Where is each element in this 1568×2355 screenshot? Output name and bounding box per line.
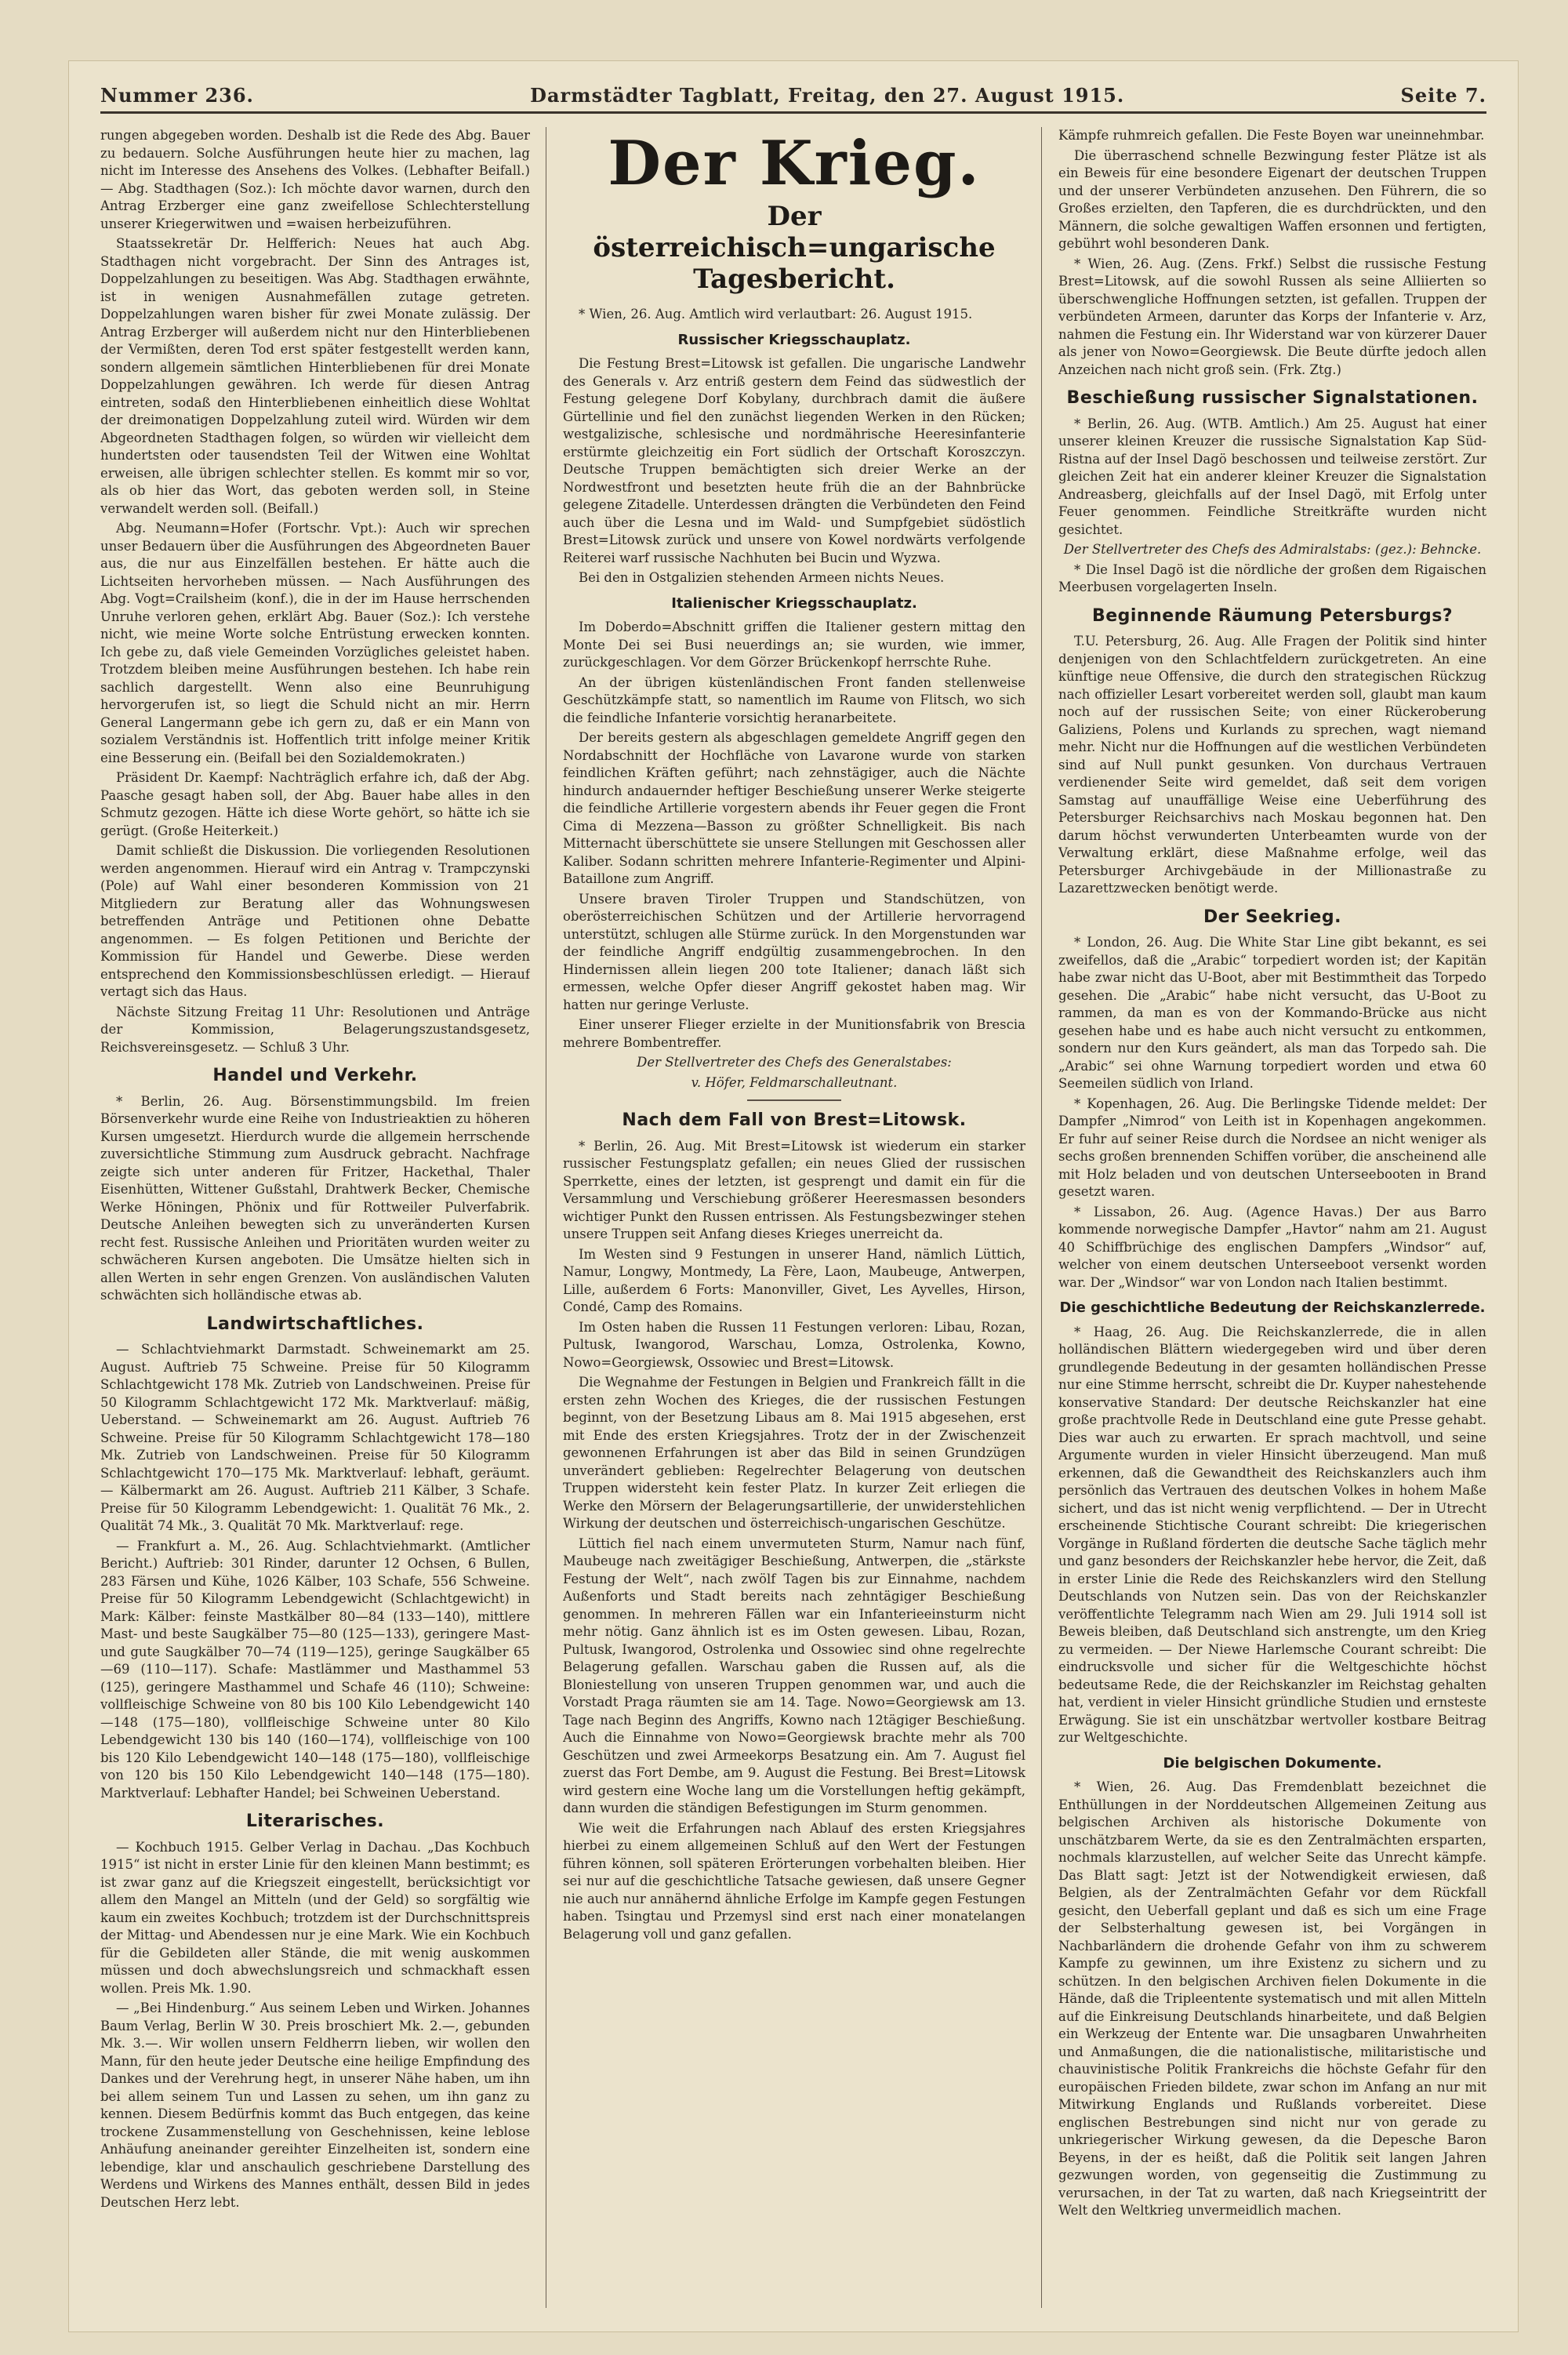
main-headline: Der Krieg.	[608, 128, 981, 199]
paragraph: Die Festung Brest=Litowsk ist gefallen. Die ungarische Landwehr des Generals v. Arz entriß gestern dem Feind das südwestlich der Festung gelegene Dorf Kobylany, durchbrach damit die äußere Gürtellinie und fiel den zunächst liegenden Werken in den Rücken; westgalizische, schlesische und nordmährische Heeresinfanterie erstürmte gleichzeitig ein Fort südlich der Ortschaft Koroszczyn. Deutsche Truppen bemächtigten sich dreier Werke an der Nordwestfront und besetzten heute früh die an der Bahnbrücke gelegene Zitadelle. Unterdessen drängten die Verbündeten den Feind auch über die Lesna und im Wald- und Sumpfgebiet südöstlich Brest=Litowsk zurück und unsere von Kowel nordwärts verfolgende Reiterei warf russische Nachhuten bei Bucin und Wyzwa.	[563, 356, 1025, 565]
section-heading-russisch: Russischer Kriegsschauplatz.	[677, 331, 911, 348]
section-heading-signalstationen: Beschießung russischer Signalstationen.	[1066, 388, 1479, 408]
paragraph: Die überraschend schnelle Bezwingung fester Plätze ist als ein Beweis für eine besondere Eigenart der deutschen Truppen und der unserer Verbündeten anzusehen. Den Führern, die so Großes erzielten, den Tapferen, die es durchdrückten, und den Männern, die solche gewaltigen Waffen ersonnen und fertigten, gebührt wohl besonderen Dank.	[1058, 147, 1486, 251]
divider	[747, 1099, 841, 1101]
paragraph: * Berlin, 26. Aug. (WTB. Amtlich.) Am 25. August hat einer unserer kleinen Kreuzer die russische Signalstation Kap Süd-Ristna auf der Insel Dagö beschossen und teilweise zerstört. Zur gleichen Zeit hat ein anderer kleiner Kreuzer die Signalstation Andreasberg, gleichfalls auf der Insel Dagö, mit Erfolg unter Feuer genommen. Feindliche Streitkräfte wurden nicht gesichtet.	[1058, 416, 1486, 537]
paragraph: Einer unserer Flieger erzielte in der Munitionsfabrik von Brescia mehrere Bombentreffer.	[563, 1017, 1025, 1050]
paragraph: * London, 26. Aug. Die White Star Line gibt bekannt, es sei zweifellos, daß die „Arabic“ torpediert worden ist; der Kapitän habe zwar nicht das U-Boot, aber mit Bestimmtheit das Torpedo gesehen. Die „Arabic“ habe nicht versucht, das U-Boot zu rammen, da man es von der Kommando-Brücke aus nicht gesehen habe und es habe auch nicht versucht zu entkommen, sondern nur den Kurs geändert, als man das Torpedo sah. Die „Arabic“ sei ohne Warnung torpediert worden und etwa 60 Seemeilen südlich von Irland.	[1058, 935, 1486, 1091]
paragraph: * Wien, 26. Aug. (Zens. Frkf.) Selbst die russische Festung Brest=Litowsk, auf die sowohl Russen als seine Alliierten so überschwengliche Hoffnungen setzten, ist gefallen. Truppen der verbündeten Armeen, darunter das Korps der Infanterie v. Arz, nahmen die Festung ein. Ihr Widerstand war von kürzerer Dauer als jener von Nowo=Georgiewsk. Die Beute dürfte jedoch allen Anzeichen nach nicht groß sein. (Frk. Ztg.)	[1058, 256, 1486, 377]
paragraph: Damit schließt die Diskussion. Die vorliegenden Resolutionen werden angenommen. Hierauf wird ein Antrag v. Trampczynski (Pole) auf Wahl einer besonderen Kommission von 21 Mitgliedern zur Beratung aller das Wohnungswesen betreffenden Anträge und Petitionen ohne Debatte angenommen. — Es folgen Petitionen und Berichte der Kommission für Handel und Gewerbe. Diese werden entsprechend den Kommissionsbeschlüssen erledigt. — Hierauf vertagt sich das Haus.	[100, 843, 530, 999]
section-heading-brest-litowsk: Nach dem Fall von Brest=Litowsk.	[622, 1110, 967, 1130]
paragraph: Abg. Neumann=Hofer (Fortschr. Vpt.): Auch wir sprechen unser Bedauern über die Ausführungen des Abgeordneten Bauer aus, die nur aus Einzelfällen bestehen. Er hätte auch die Lichtseiten hervorheben müssen. — Nach Ausführungen des Abg. Vogt=Crailsheim (konf.), die in der im Hause herrschenden Unruhe verloren gehen, erklärt Abg. Bauer (Soz.): Ich verstehe nicht, wie meine Worte solche Entrüstung erwecken konnten. Ich gebe zu, daß viele Gemeinden Vorzügliches geleistet haben. Trotzdem bleiben meine Ausführungen bestehen. Ich habe rein sachlich dargestellt. Wenn also eine Beunruhigung hervorgerufen ist, so liegt die Schuld nicht an mir. Herrn General Langermann gebe ich gern zu, daß er ein Mann von sozialem Verständnis ist. Hoffentlich tritt infolge meiner Kritik eine Besserung ein. (Beifall bei den Sozialdemokraten.)	[100, 521, 530, 765]
section-heading-italienisch: Italienischer Kriegsschauplatz.	[671, 594, 917, 612]
paragraph: * Wien, 26. Aug. Amtlich wird verlautbart: 26. August 1915.	[579, 307, 973, 322]
section-heading-handel: Handel und Verkehr.	[212, 1066, 418, 1085]
header-rule	[100, 111, 1486, 114]
signature-line: Der Stellvertreter des Chefs des Admiralstabs: (gez.): Behncke.	[1063, 542, 1482, 557]
paragraph: — Kochbuch 1915. Gelber Verlag in Dachau. „Das Kochbuch 1915“ ist nicht in erster Linie für den kleinen Mann bestimmt; es ist zwar ganz auf die Kriegszeit eingestellt, berücksichtigt vor allem den Mangel an Mitteln (und der Geld) so sorgfältig wie kaum ein zweites Kochbuch; trotzdem ist der Durchschnittspreis der Mittag- und Abendessen nur je eine Mark. Wie ein Kochbuch für die Gebildeten aller Stände, die mit wenig auskommen müssen und doch abwechslungsreich und schmackhaft essen wollen. Preis Mk. 1.90.	[100, 1839, 530, 1996]
paragraph: * Wien, 26. Aug. Das Fremdenblatt bezeichnet die Enthüllungen in der Norddeutschen Allgemeinen Zeitung aus belgischen Archiven als historische Dokumente von unschätzbarem Werte, da sie es den Zentralmächten ersparten, nochmals klarzustellen, auf welcher Seite das Unrecht kämpfe. Das Blatt sagt: Jetzt ist der Notwendigkeit erwiesen, daß Belgien, als der Zentralmächten Gefahr vor dem Rückfall gesicht, den Ueberfall geplant und daß es sich um eine Frage der Selbsterhaltung gewesen ist, bei Vorgängen in Nachbarländern die drohende Gefahr von ihm zu schwerem Kampfe zu gewinnen, um ihre Existenz zu sichern und zu schützen. In den belgischen Archiven fielen Dokumente in die Hände, daß die Tripleentente systematisch und mit allen Mitteln auf die Einkreisung Deutschlands hinarbeitete, und daß Belgien ein Werkzeug der Entente war. Die unsagbaren Unwahrheiten und Anmaßungen, die die nationalistische, militaristische und chauvinistische Politik Frankreichs die höchste Gefahr für den europäischen Frieden bildete, zwar schon im Anfang an nur mit Mitwirkung Englands und Rußlands vorbereitet. Diese englischen Bestrebungen sind nicht nur von gerade zu unkriegerischer Wirkung gewesen, da die Depesche Baron Beyens, in der es heißt, daß die Politik seit langen Jahren gezwungen worden, von gegenseitig die Zustimmung zu verursachen, in der Tat zu warten, daß nach Kriegseintritt der Welt den Weltkrieg unvermeidlich machen.	[1058, 1779, 1486, 2218]
paragraph: * Die Insel Dagö ist die nördliche der großen dem Rigaischen Meerbusen vorgelagerten Inseln.	[1058, 561, 1486, 594]
section-heading-reichskanzlerrede: Die geschichtliche Bedeutung der Reichskanzlerrede.	[1059, 1299, 1486, 1316]
paragraph: Wie weit die Erfahrungen nach Ablauf des ersten Kriegsjahres hierbei zu einem allgemeinen Schluß auf den Wert der Festungen führen können, soll späteren Erörterungen vorbehalten bleiben. Hier sei nur auf die geschichtliche Tatsache gewiesen, daß unsere Gegner nie auch nur annähernd ähnliche Erfolge im Kampfe gegen Festungen haben. Tsingtau und Przemysl sind erst nach einer monatelangen Belagerung voll und ganz gefallen.	[563, 1820, 1025, 1942]
signature-line: Der Stellvertreter des Chefs des Generalstabes:	[637, 1055, 952, 1070]
paragraph: An der übrigen küstenländischen Front fanden stellenweise Geschützkämpfe statt, so namentlich im Raume von Flitsch, wo sich die feindliche Infanterie vorsichtig heranarbeitete.	[563, 674, 1025, 725]
paragraph: Präsident Dr. Kaempf: Nachträglich erfahre ich, daß der Abg. Paasche gesagt haben soll, der Abg. Bauer habe alles in den Schmutz gezogen. Hätte ich diese Worte gehört, so hätte ich sie gerügt. (Große Heiterkeit.)	[100, 770, 530, 838]
signature-name: v. Höfer, Feldmarschalleutnant.	[691, 1074, 898, 1090]
paragraph: Im Doberdo=Abschnitt griffen die Italiener gestern mittag den Monte Dei sei Busi neuerdings an; sie wurden, wie immer, zurückgeschlagen. Vor dem Görzer Brückenkopf herrschte Ruhe.	[563, 620, 1025, 670]
paragraph: * Kopenhagen, 26. Aug. Die Berlingske Tidende meldet: Der Dampfer „Nimrod“ von Leith ist in Kopenhagen angekommen. Er fuhr auf seiner Reise durch die Nordsee an nicht weniger als sechs großen brennenden Schiffen vorüber, die anscheinend alle mit Holz beladen und von deutschen Unterseebooten in Brand gesetzt waren.	[1058, 1096, 1486, 1199]
sub-headline: Der österreichisch=ungarische Tagesbericht.	[593, 201, 996, 295]
newspaper-page	[69, 61, 1518, 2331]
paragraph: Lüttich fiel nach einem unvermuteten Sturm, Namur nach fünf, Maubeuge nach zweitägiger Beschießung, Antwerpen, die „stärkste Festung der Welt“, nach zwölf Tagen bis zur Einnahme, nachdem Außenforts und Stadt bereits nach zehntägiger Beschießung genommen. In mehreren Fällen war ein Infanterieeinsturm nicht mehr nötig. Ganz ähnlich ist es im Osten gewesen. Libau, Rozan, Pultusk, Iwangorod, Ostrolenka und Ossowiec sind ohne regelrechte Belagerung gefallen. Warschau gaben die Russen auf, als die Bloniestellung von unseren Truppen genommen war, und auch die Vorstadt Praga räumten sie am 14. Tage. Nowo=Georgiewsk am 13. Tage nach Beginn des Angriffs, Kowno nach 12tägiger Beschießung. Auch die Einnahme von Nowo=Georgiewsk brachte mehr als 700 Geschützen und zwei Armeekorps Besatzung ein. Am 7. August fiel zuerst das Fort Dembe, am 9. August die Festung. Bei Brest=Litowsk wird gestern eine Woche lang um die Vorstellungen heftig gekämpft, dann wurden die ständigen Befestigungen im Sturm genommen.	[563, 1535, 1025, 1815]
section-heading-belgische-dokumente: Die belgischen Dokumente.	[1163, 1754, 1382, 1772]
paragraph: * Lissabon, 26. Aug. (Agence Havas.) Der aus Barro kommende norwegische Dampfer „Havtor“ nahm am 21. August 40 Schiffbrüchige des englischen Dampfers „Windsor“ auf, welcher von einem deutschen Unterseeboot versenkt worden war. Der „Windsor“ war von London nach Italien bestimmt.	[1058, 1204, 1486, 1290]
paragraph: * Haag, 26. Aug. Die Reichskanzlerrede, die in allen holländischen Blättern wiedergegeben wird und über deren grundlegende Bedeutung in der gesamten holländischen Presse nur eine Stimme herrscht, schreibt die Dr. Kuyper nahestehende konservative Standard: Der deutsche Reichskanzler hat eine große prachtvolle Rede in Deutschland eine gute Presse gehabt. Dies war auch zu erwarten. Er sprach machtvoll, und seine Argumente wurden in vieler Hinsicht überzeugend. Man muß erkennen, daß die Gewandtheit des Reichskanzlers auch ihm persönlich das Vertrauen des deutschen Volkes in hohem Maße sichert, und das ist nicht wenig verpflichtend. — Der in Utrecht erscheinende Stichtische Courant schreibt: Die kriegerischen Vorgänge in Rußland förderten die deutsche Sache täglich mehr und ganz besonders der Reichskanzler hebe hervor, die Zeit, daß in erster Linie die Rede des Reichskanzlers wird den Stellung Deutschlands von Nutzen sein. Das von der Reichskanzler veröffentlichte Telegramm nach Wien am 29. Juli 1914 soll ist Beweis bleiben, daß Deutschland sich anstrengte, um den Krieg zu vermeiden. — Der Niewe Harlemsche Courant schreibt: Die eindrucksvolle und sicher für die Weltgeschichte höchst bedeutsame Rede, die der Reichskanzler im Reichstag gehalten hat, verdient in vieler Hinsicht gründliche Studien und ernsteste Erwägung. Sie ist ein unschätzbar wertvoller kostbare Beitrag zur Weltgeschichte.	[1058, 1324, 1486, 1745]
paragraph: Nächste Sitzung Freitag 11 Uhr: Resolutionen und Anträge der Kommission, Belagerungszustandsgesetz, Reichsvereinsgesetz. — Schluß 3 Uhr.	[100, 1004, 530, 1055]
column-rule-2	[1041, 127, 1042, 2308]
paragraph: Der bereits gestern als abgeschlagen gemeldete Angriff gegen den Nordabschnitt der Hochfläche von Lavarone wurde von starken feindlichen Kräften geführt; nach zehnstägiger, auch die Nächte hindurch andauernder heftiger Beschießung unserer Werke steigerte die feindliche Artillerie vorgestern abends ihr Feuer gegen die Front Cima di Mezzena—Basson zu größter Schnelligkeit. Bis nach Mitternacht überschüttete sie unsere Stellungen mit Geschossen aller Kaliber. Sodann schritten mehrere Infanterie-Regimenter und Alpini-Bataillone zum Angriff.	[563, 730, 1025, 886]
paragraph: Die Wegnahme der Festungen in Belgien und Frankreich fällt in die ersten zehn Wochen des Krieges, die der russischen Festungen beginnt, von der Besetzung Libaus am 8. Mai 1915 abgesehen, erst mit Ende des ersten Kriegsjahres. Trotz der in der Zwischenzeit gewonnenen Erfahrungen ist aber das Bild in seinen Grundzügen unverändert geblieben: Regelrechter Belagerung von deutschen Truppen widersteht kein fester Platz. In kurzer Zeit erliegen die Werke den Mörsern der Belagerungsartillerie, der unwiderstehlichen Wirkung der deutschen und österreichisch-ungarischen Geschütze.	[563, 1375, 1025, 1531]
paragraph: — Frankfurt a. M., 26. Aug. Schlachtviehmarkt. (Amtlicher Bericht.) Auftrieb: 301 Rinder, darunter 12 Ochsen, 6 Bullen, 283 Färsen und Kühe, 1026 Kälber, 103 Schafe, 556 Schweine. Preise für 50 Kilogramm Lebendgewicht (Schlachtgewicht) in Mark: Kälber: feinste Mastkälber 80—84 (133—140), mittlere Mast- und beste Saugkälber 75—80 (125—133), geringere Mast- und gute Saugkälber 70—74 (119—125), geringe Saugkälber 65—69 (110—117). Schafe: Mastlämmer und Masthammel 53 (125), geringere Masthammel und Schafe 46 (110); Schweine: vollfleischige Schweine von 80 bis 100 Kilo Lebendgewicht 140—148 (175—180), vollfleischige Schweine unter 80 Kilo Lebendgewicht 130 bis 140 (160—174), vollfleischige von 100 bis 120 Kilo Lebendgewicht 140—148 (175—180), vollfleischige von 120 bis 150 Kilo Lebendgewicht 140—148 (175—180). Marktverlauf: Lebhafter Handel; bei Schweinen Ueberstand.	[100, 1538, 530, 1801]
page-header	[100, 72, 1486, 107]
page-number: Seite 7.	[1400, 84, 1486, 107]
paragraph: * Berlin, 26. Aug. Mit Brest=Litowsk ist wiederum ein starker russischer Festungsplatz gefallen; ein neues Glied der russischen Sperrkette, eines der letzten, ist gesprengt und damit ein für die Versammlung und Verschiebung größerer Heeresmassen besonders wichtiger Punkt den Russen entrissen. Als Festungsbezwinger stehen unsere Truppen seit Anfang dieses Krieges unerreicht da.	[563, 1138, 1025, 1241]
section-heading-landwirtschaft: Landwirtschaftliches.	[206, 1314, 424, 1334]
column-2	[563, 127, 1025, 2308]
paragraph: Unsere braven Tiroler Truppen und Standschützen, von oberösterreichischen Schützen und der Artillerie hervorragend unterstützt, schlugen alle Stürme zurück. In den Morgenstunden war der feindliche Angriff endgültig zusammengebrochen. In den Hindernissen allein liegen 200 tote Italiener; danach läßt sich ermessen, welche Opfer dieser Angriff gekostet haben mag. Wir hatten nur geringe Verluste.	[563, 891, 1025, 1012]
paragraph: Bei den in Ostgalizien stehenden Armeen nichts Neues.	[579, 570, 945, 585]
issue-number: Nummer 236.	[100, 84, 254, 107]
paragraph: — Schlachtviehmarkt Darmstadt. Schweinemarkt am 25. August. Auftrieb 75 Schweine. Preise für 50 Kilogramm Schlachtgewicht 178 Mk. Zutrieb von Landschweinen. Preise für 50 Kilogramm Schlachtgewicht 172 Mk. Marktverlauf: mäßig, Ueberstand. — Schweinemarkt am 26. August. Auftrieb 76 Schweine. Preise für 50 Kilogramm Schlachtgewicht 178—180 Mk. Zutrieb von Landschweinen. Preise für 50 Kilogramm Schlachtgewicht 170—175 Mk. Marktverlauf: lebhaft, geräumt. — Kälbermarkt am 26. August. Auftrieb 211 Kälber, 3 Schafe. Preise für 50 Kilogramm Lebendgewicht: 1. Qualität 76 Mk., 2. Qualität 74 Mk., 3. Qualität 70 Mk. Marktverlauf: rege.	[100, 1342, 530, 1533]
paragraph: * Berlin, 26. Aug. Börsenstimmungsbild. Im freien Börsenverkehr wurde eine Reihe von Industrieaktien zu höheren Kursen umgesetzt. Hierdurch wurde die allgemein herrschende zuversichtliche Stimmung zum Ausdruck gebracht. Nachfrage zeigte sich unter anderen für Fritzer, Hackethal, Thaler Eisenhütten, Wittener Gußstahl, Drahtwerk Becker, Chemische Werke Höningen, Phönix und für Rottweiler Pulverfabrik. Deutsche Anleihen bewegten sich zu unveränderten Kursen recht fest. Russische Anleihen und Prioritäten wurden weiter zu schwächeren Kursen angeboten. Die Umsätze hielten sich in allen Werten in sehr engen Grenzen. Von ausländischen Valuten schwächten sich holländische etwas ab.	[100, 1093, 530, 1303]
paragraph: Kämpfe ruhmreich gefallen. Die Feste Boyen war uneinnehmbar.	[1058, 128, 1485, 143]
paragraph: Im Osten haben die Russen 11 Festungen verloren: Libau, Rozan, Pultusk, Iwangorod, Warschau, Lomza, Ostrolenka, Kowno, Nowo=Georgiewsk, Ossowiec und Brest=Litowsk.	[563, 1319, 1025, 1370]
column-1	[100, 127, 530, 2308]
section-heading-petersburg: Beginnende Räumung Petersburgs?	[1091, 605, 1454, 626]
paragraph: Im Westen sind 9 Festungen in unserer Hand, nämlich Lüttich, Namur, Longwy, Montmedy, La Fère, Laon, Maubeuge, Antwerpen, Lille, außerdem 6 Forts: Manonviller, Givet, Les Ayvelles, Hirson, Condé, Camp des Romains.	[563, 1246, 1025, 1314]
section-heading-seekrieg: Der Seekrieg.	[1203, 907, 1341, 927]
masthead-line: Darmstädter Tagblatt, Freitag, den 27. August 1915.	[530, 84, 1125, 107]
paragraph: rungen abgegeben worden. Deshalb ist die Rede des Abg. Bauer zu bedauern. Solche Ausführungen heute hier zu machen, lag nicht im Interesse des Ansehens des Volkes. (Lebhafter Beifall.) — Abg. Stadthagen (Soz.): Ich möchte davor warnen, durch den Antrag Erzberger eine ganz zweifellose Schlechterstellung unserer Kriegerwitwen und =waisen herbeizuführen.	[100, 128, 530, 231]
section-heading-literarisches: Literarisches.	[245, 1812, 385, 1831]
column-3	[1058, 127, 1486, 2308]
paragraph: — „Bei Hindenburg.“ Aus seinem Leben und Wirken. Johannes Baum Verlag, Berlin W 30. Preis broschiert Mk. 2.—, gebunden Mk. 3.—. Wir wollen unsern Feldherrn lieben, wir wollen den Mann, für den heute jeder Deutsche eine heilige Empfindung des Dankes und der Verehrung hegt, in unserer Nähe haben, um ihn bei allem seinem Tun und Lassen zu sehen, um ihn ganz zu kennen. Diesem Bedürfnis kommt das Buch entgegen, das keine trockene Zusammenstellung von Geschehnissen, keine leblose Anhäufung aneinander gereihter Einzelheiten ist, sondern eine lebendige, klar und anschaulich geschriebene Darstellung des Werdens und Wirkens des Mannes enthält, dessen Bild in jedes Deutschen Herz lebt.	[100, 2001, 530, 2210]
paragraph: Staatssekretär Dr. Helfferich: Neues hat auch Abg. Stadthagen nicht vorgebracht. Der Sinn des Antrages ist, Doppelzahlungen zu beseitigen. Was Abg. Stadthagen erwähnte, ist in wenigen Ausnahmefällen zutage getreten. Doppelzahlungen waren bisher für zwei Monate zulässig. Der Antrag Erzberger will außerdem nicht nur den Hinterbliebenen der Vermißten, deren Tod erst später festgestellt werden kann, sondern allgemein sämtlichen Hinterbliebenen für drei Monate Doppelzahlungen gewähren. Ich werde für diesen Antrag eintreten, sodaß den Hinterbliebenen einheitlich diese Wohltat der dreimonatigen Doppelzahlung zuteil wird. Würden wir dem Abgeordneten Stadthagen folgen, so würden wir vielleicht dem hundertsten oder tausendsten Teil der Witwen eine Wohltat erweisen, alle übrigen schlechter stellen. Es kommt mir so vor, als ob hier das Wort, das geboten werden soll, in Steine verwandelt werden soll. (Beifall.)	[100, 236, 530, 516]
paragraph: T.U. Petersburg, 26. Aug. Alle Fragen der Politik sind hinter denjenigen von den Schlachtfeldern zurückgetreten. An eine künftige neue Offensive, die durch den strategischen Rückzug nach offizieller Lesart vorbereitet werden soll, glaubt man kaum noch auf der russischen Seite; von einer Rückeroberung Galiziens, Polens und Kurlands zu sprechen, wagt niemand mehr. Nicht nur die Hoffnungen auf die westlichen Verbündeten sind auf Null punkt gesunken. Von durchaus Vertrauen verdienender Seite wird gemeldet, daß seit dem vorigen Samstag auf unauffällige Weise eine Ueberführung des Petersburger Reichsarchivs nach Moskau begonnen hat. Den darum höchst verwunderten Unterbeamten wurde von der Verwaltung erklärt, diese Maßnahme erfolge, weil das Petersburger Archivgebäude in der Millionastraße zu Lazarettzwecken benötigt werde.	[1058, 634, 1486, 896]
